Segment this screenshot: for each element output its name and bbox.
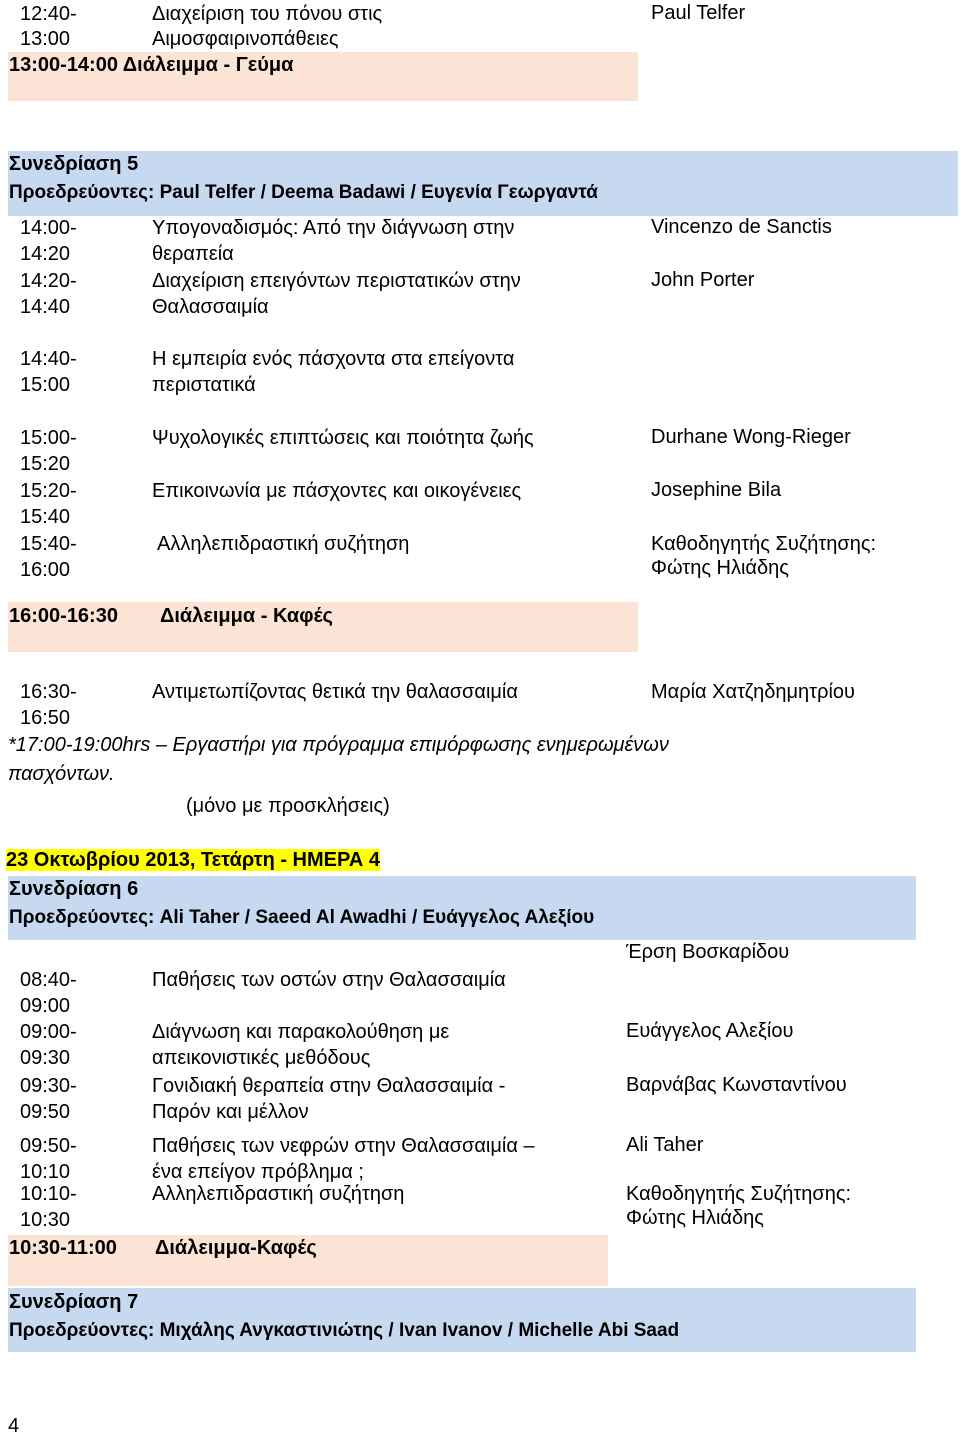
session6-title: Συνεδρίαση 6 xyxy=(9,878,139,900)
workshop-note: πασχόντων. xyxy=(8,763,115,785)
speaker: Ευάγγελος Αλεξίου xyxy=(626,1020,794,1042)
speaker: Έρση Βοσκαρίδου xyxy=(626,941,790,963)
session5-title: Συνεδρίαση 5 xyxy=(9,153,139,175)
talk-title: Θαλασσαιμία xyxy=(152,296,269,318)
speaker: Vincenzo de Sanctis xyxy=(651,216,832,238)
speaker: Durhane Wong-Rieger xyxy=(651,426,851,448)
time-slot: 14:00- xyxy=(20,217,77,239)
talk-title: Αλληλεπιδραστική συζήτηση xyxy=(157,533,410,555)
talk-title: Διαχείριση επειγόντων περιστατικών στην xyxy=(152,270,521,292)
session7-title: Συνεδρίαση 7 xyxy=(9,1291,139,1313)
coffee-break-time: 16:00-16:30 xyxy=(9,605,118,627)
session5-chairs: Προεδρεύοντες: Paul Telfer / Deema Badawi / Ευγενία Γεωργαντά xyxy=(9,182,598,203)
time-slot: 15:40 xyxy=(20,506,71,528)
speaker: Φώτης Ηλιάδης xyxy=(651,557,789,579)
talk-title: θεραπεία xyxy=(152,243,234,265)
time-slot: 15:20- xyxy=(20,480,77,502)
time-slot: 09:50 xyxy=(20,1101,71,1123)
time-slot: 09:30 xyxy=(20,1047,71,1069)
talk-title: Υπογοναδισμός: Από την διάγνωση στην xyxy=(152,217,515,239)
speaker: Βαρνάβας Κωνσταντίνου xyxy=(626,1074,847,1096)
time-slot: 15:00 xyxy=(20,374,71,396)
time-slot: 15:40- xyxy=(20,533,77,555)
talk-title: ένα επείγον πρόβλημα ; xyxy=(152,1161,364,1183)
time-slot: 12:40- xyxy=(20,3,77,25)
talk-title: Παθήσεις των νεφρών στην Θαλασσαιμία – xyxy=(152,1135,535,1157)
talk-title: απεικονιστικές μεθόδους xyxy=(152,1047,371,1069)
speaker: Josephine Bila xyxy=(651,479,782,501)
talk-title: Αλληλεπιδραστική συζήτηση xyxy=(152,1183,405,1205)
talk-title: Παθήσεις των οστών στην Θαλασσαιμία xyxy=(152,969,506,991)
time-slot: 09:00- xyxy=(20,1021,77,1043)
talk-title: Διαχείριση του πόνου στις xyxy=(152,3,383,25)
time-slot: 10:10- xyxy=(20,1183,77,1205)
time-slot: 15:20 xyxy=(20,453,71,475)
talk-title: Η εμπειρία ενός πάσχοντα στα επείγοντα xyxy=(152,348,515,370)
speaker: Ali Taher xyxy=(626,1134,704,1156)
time-slot: 14:20 xyxy=(20,243,71,265)
time-slot: 13:00 xyxy=(20,28,71,50)
time-slot: 10:10 xyxy=(20,1161,71,1183)
time-slot: 09:30- xyxy=(20,1075,77,1097)
time-slot: 16:50 xyxy=(20,707,71,729)
talk-title: Παρόν και μέλλον xyxy=(152,1101,309,1123)
session6-chairs: Προεδρεύοντες: Ali Taher / Saeed Al Awadhi / Ευάγγελος Αλεξίου xyxy=(9,907,595,928)
speaker: Καθοδηγητής Συζήτησης: xyxy=(626,1183,852,1205)
time-slot: 15:00- xyxy=(20,427,77,449)
talk-title: Διάγνωση και παρακολούθηση με xyxy=(152,1021,450,1043)
speaker: Paul Telfer xyxy=(651,2,746,24)
speaker: John Porter xyxy=(651,269,755,291)
speaker: Μαρία Χατζηδημητρίου xyxy=(651,681,855,703)
coffee-break-label: Διάλειμμα - Καφές xyxy=(160,605,333,627)
coffee-break2-time: 10:30-11:00 xyxy=(9,1237,117,1259)
time-slot: 10:30 xyxy=(20,1209,71,1231)
time-slot: 14:40- xyxy=(20,348,77,370)
talk-title: Αιμοσφαιρινοπάθειες xyxy=(152,28,339,50)
page-number: 4 xyxy=(8,1415,20,1437)
time-slot: 09:00 xyxy=(20,995,71,1017)
talk-title: Επικοινωνία με πάσχοντες και οικογένειες xyxy=(152,480,522,502)
invitation-note: (μόνο με προσκλήσεις) xyxy=(186,795,390,817)
time-slot: 14:20- xyxy=(20,270,77,292)
day-heading-text: 23 Οκτωβρίου 2013, Τετάρτη - ΗΜΕΡΑ 4 xyxy=(6,849,380,871)
talk-title: Γονιδιακή θεραπεία στην Θαλασσαιμία - xyxy=(152,1075,506,1097)
talk-title: Ψυχολογικές επιπτώσεις και ποιότητα ζωής xyxy=(152,427,534,449)
time-slot: 16:00 xyxy=(20,559,71,581)
speaker: Φώτης Ηλιάδης xyxy=(626,1207,764,1229)
workshop-note: *17:00-19:00hrs – Εργαστήρι για πρόγραμμα επιμόρφωσης ενημερωμένων xyxy=(8,734,669,756)
coffee-break2-label: Διάλειμμα-Καφές xyxy=(155,1237,317,1259)
time-slot: 08:40- xyxy=(20,969,77,991)
day-heading xyxy=(6,848,380,873)
time-slot: 14:40 xyxy=(20,296,71,318)
time-slot: 16:30- xyxy=(20,681,77,703)
talk-title: Αντιμετωπίζοντας θετικά την θαλασσαιμία xyxy=(152,681,518,703)
talk-title: περιστατικά xyxy=(152,374,256,396)
lunch-break-label: 13:00-14:00 Διάλειμμα - Γεύμα xyxy=(9,54,294,76)
session7-chairs: Προεδρεύοντες: Μιχάλης Ανγκαστινιώτης / Ivan Ivanov / Michelle Abi Saad xyxy=(9,1320,680,1341)
time-slot: 09:50- xyxy=(20,1135,77,1157)
speaker: Καθοδηγητής Συζήτησης: xyxy=(651,533,877,555)
